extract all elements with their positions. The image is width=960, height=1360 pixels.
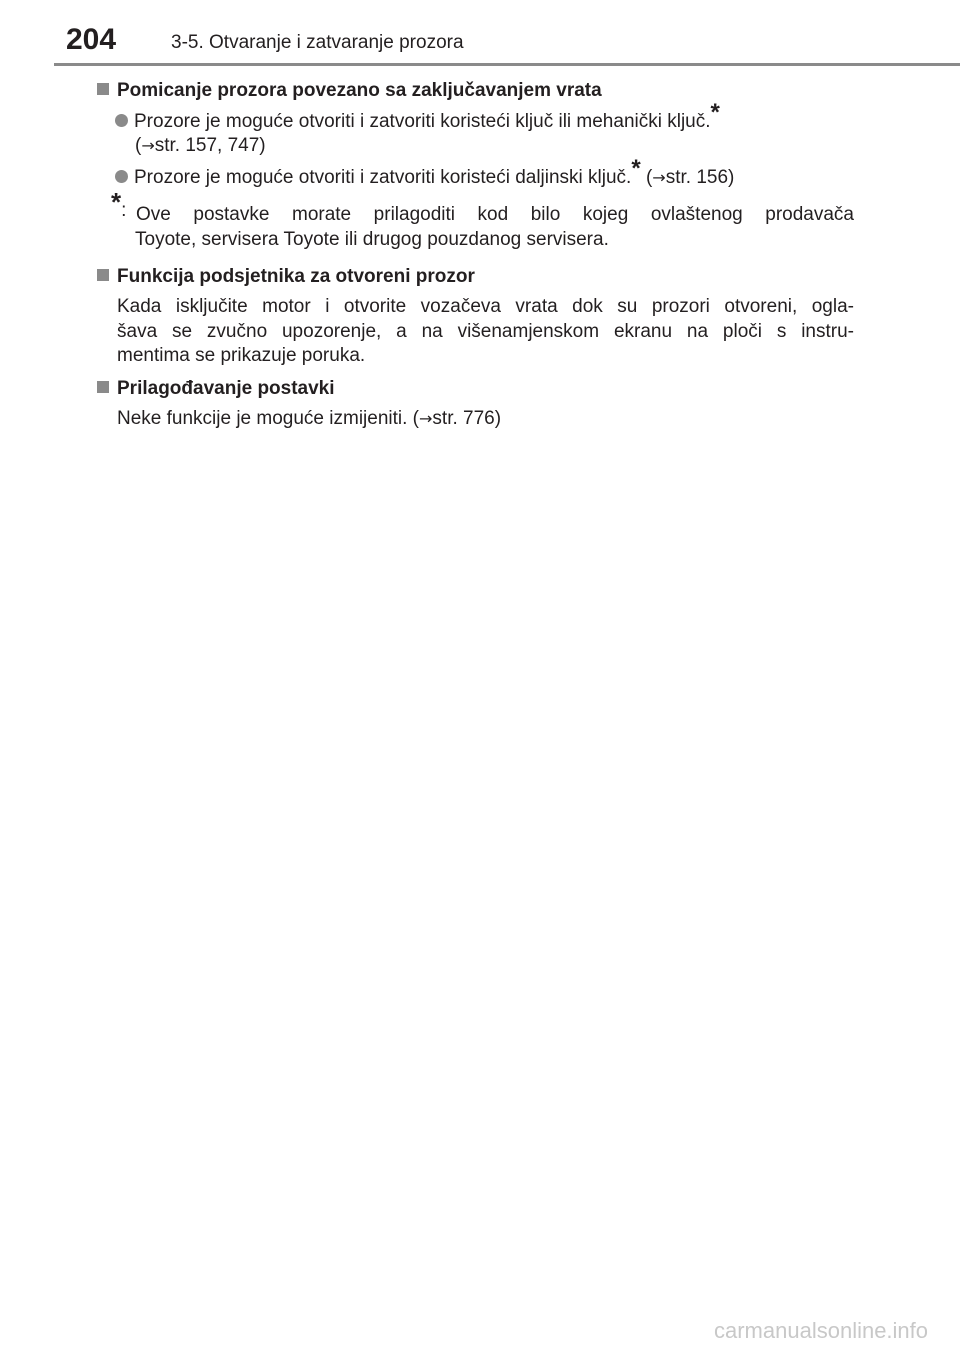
page-reference: str. 157, 747) xyxy=(154,135,266,156)
bullet-item-remote xyxy=(115,155,735,190)
reminder-line-3: mentima se prikazuje poruka. xyxy=(117,345,366,366)
reminder-line-2: šava se zvučno upozorenje, a na višenamjenskom ekranu na ploči s instru- xyxy=(117,321,854,342)
asterisk-mark: * xyxy=(631,155,641,182)
page-reference: str. 776) xyxy=(432,408,502,429)
section-heading-text: Pomicanje prozora povezano sa zaključavanjem vrata xyxy=(117,80,602,101)
section-heading-reminder xyxy=(97,265,475,289)
arrow-right-icon: → xyxy=(141,136,155,155)
page-header xyxy=(0,0,960,66)
circle-bullet-icon xyxy=(115,170,128,183)
arrow-right-icon: → xyxy=(419,409,433,428)
watermark: carmanualsonline.info xyxy=(714,1318,929,1343)
square-bullet-icon xyxy=(97,269,109,281)
page-reference: str. 156) xyxy=(665,167,735,188)
footnote-marker xyxy=(111,187,127,223)
header-divider xyxy=(54,63,960,66)
bullet-item-key xyxy=(115,99,720,134)
arrow-right-icon: → xyxy=(652,168,666,187)
footnote-line-2: Toyote, servisera Toyote ili drugog pouzdanog servisera. xyxy=(135,229,609,250)
section-heading-door-lock xyxy=(97,79,602,103)
bullet-text: Prozore je moguće otvoriti i zatvoriti koristeći ključ ili mehanički ključ. xyxy=(134,111,711,132)
paren-open: ( xyxy=(135,135,142,156)
paren-open: ( xyxy=(640,167,653,188)
section-heading-text: Prilagođavanje postavki xyxy=(117,378,335,399)
circle-bullet-icon xyxy=(115,114,128,127)
customization-text xyxy=(117,407,501,431)
footnote-line-1: Ove postavke morate prilagoditi kod bilo kojeg ovlaštenog prodavača xyxy=(136,204,854,225)
footnote-colon: : xyxy=(121,200,127,221)
square-bullet-icon xyxy=(97,83,109,95)
reminder-line-1: Kada isključite motor i otvorite vozačeva vrata dok su prozori otvoreni, ogla- xyxy=(117,296,854,317)
customization-sentence: Neke funkcije je moguće izmijeniti. ( xyxy=(117,408,420,429)
chapter-title: 3-5. Otvaranje i zatvaranje prozora xyxy=(171,32,464,53)
footnote-asterisk: * xyxy=(111,187,122,217)
section-heading-text: Funkcija podsjetnika za otvoreni prozor xyxy=(117,266,475,287)
bullet-text: Prozore je moguće otvoriti i zatvoriti koristeći daljinski ključ. xyxy=(134,167,632,188)
asterisk-mark: * xyxy=(710,99,720,126)
page-number: 204 xyxy=(66,23,117,56)
bullet-item-key-reference xyxy=(135,134,266,158)
section-heading-customization xyxy=(97,377,335,401)
square-bullet-icon xyxy=(97,381,109,393)
